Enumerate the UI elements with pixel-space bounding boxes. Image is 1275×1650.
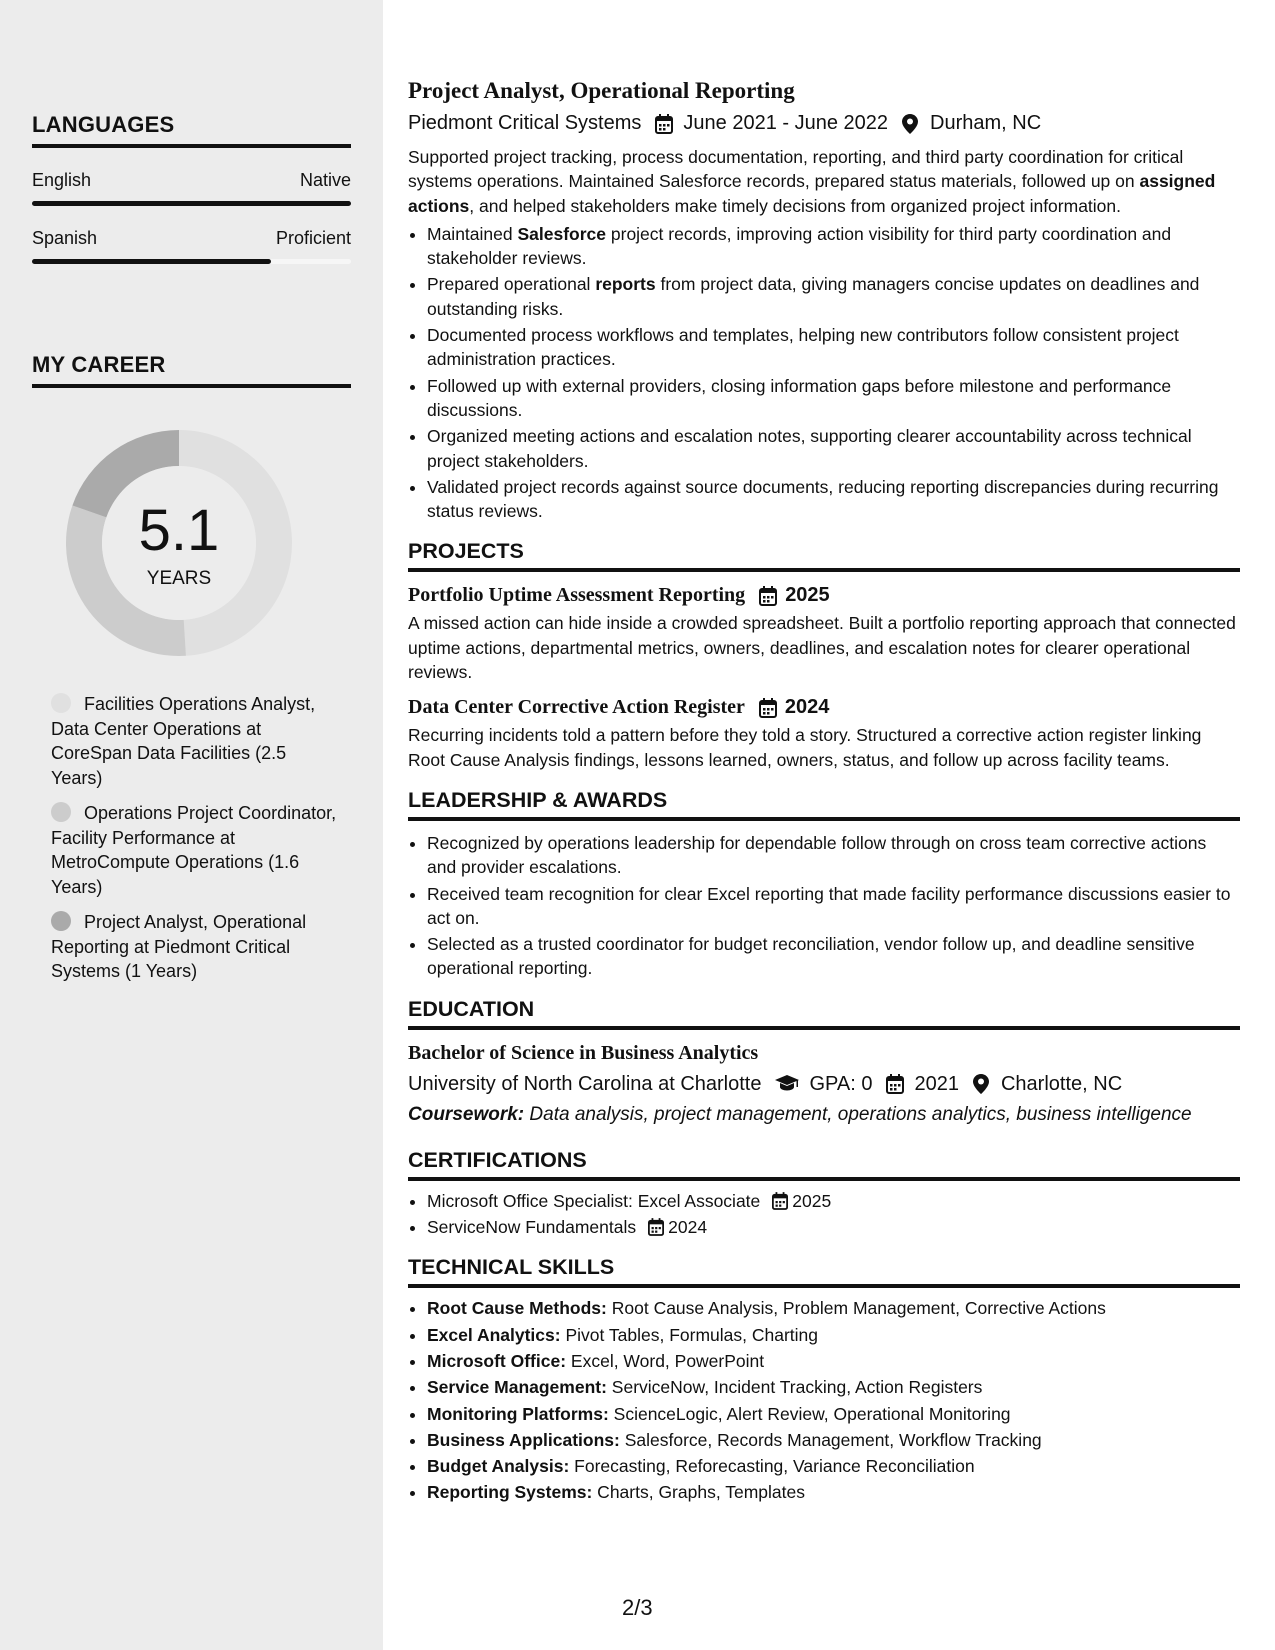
job-bullet: [427, 222, 1240, 271]
projects-heading: PROJECTS: [408, 539, 1240, 572]
skill-value: Forecasting, Reforecasting, Variance Reconciliation: [569, 1456, 975, 1477]
career-legend-item: [51, 910, 341, 984]
leadership-list: [408, 831, 1240, 981]
skill-label: Microsoft Office:: [427, 1350, 567, 1371]
project-year: 2024: [784, 696, 830, 719]
career-heading: MY CAREER: [32, 352, 351, 388]
calendar-icon: [772, 1192, 788, 1210]
skill-value: Pivot Tables, Formulas, Charting: [560, 1324, 819, 1345]
skill-value: ScienceLogic, Alert Review, Operational Monitoring: [608, 1403, 1011, 1424]
project-title: Portfolio Uptime Assessment Reporting: [408, 584, 746, 607]
education-location: Charlotte, NC: [1000, 1072, 1123, 1095]
skill-value: Excel, Word, PowerPoint: [566, 1350, 765, 1371]
skill-label: Service Management:: [427, 1377, 607, 1398]
language-level: Native: [299, 170, 351, 190]
skill-label: Budget Analysis:: [427, 1456, 570, 1477]
project-item: [408, 584, 1240, 684]
career-section: [32, 352, 351, 388]
skill-value: ServiceNow, Incident Tracking, Action Registers: [606, 1377, 983, 1398]
skill-label: Monitoring Platforms:: [427, 1403, 609, 1424]
bullet-text: Prepared operational: [427, 274, 596, 295]
legend-dot: [51, 911, 71, 931]
projects-section: [408, 539, 1240, 771]
education-section: [408, 997, 1240, 1126]
job-summary: [408, 145, 1240, 218]
coursework-label: Coursework:: [408, 1103, 525, 1125]
skill-item: [427, 1296, 1240, 1320]
project-description: Recurring incidents told a pattern before they told a story. Structured a corrective action register linking Root Cause Analysis findings, lessons learned, owners, status, and follow up across facility teams.: [408, 725, 1202, 770]
skill-item: [427, 1402, 1240, 1426]
career-years-total: 5.1: [138, 498, 220, 563]
languages-section: [32, 112, 351, 264]
skill-label: Reporting Systems:: [427, 1482, 593, 1503]
education-degree: Bachelor of Science in Business Analytics: [408, 1041, 759, 1064]
job-bullet: [427, 272, 1240, 321]
certification-year: 2024: [668, 1217, 708, 1238]
job-company: Piedmont Critical Systems: [408, 112, 642, 134]
education-coursework: [408, 1104, 1240, 1126]
bullet-text: Organized meeting actions and escalation notes, supporting clearer accountability across technical project stakeholders.: [427, 426, 1192, 471]
bullet-text: Maintained: [427, 223, 518, 244]
career-legend: [51, 692, 341, 995]
calendar-icon: [886, 1074, 904, 1094]
coursework-text: Data analysis, project management, operations analytics, business intelligence: [524, 1103, 1192, 1125]
project-title: Data Center Corrective Action Register: [408, 696, 745, 719]
career-years-unit: YEARS: [146, 568, 212, 589]
page-number: 2/3: [622, 1595, 653, 1620]
project-description: A missed action can hide inside a crowded spreadsheet. Built a portfolio reporting approach that connected uptime actions, departmental metrics, owners, deadlines, and escalation notes for clearer operational reviews.: [408, 613, 1236, 683]
skill-item: [427, 1428, 1240, 1452]
education-school: University of North Carolina at Charlotte: [408, 1072, 762, 1095]
job-bullet: [427, 475, 1240, 524]
skills-list: [408, 1296, 1240, 1504]
certification-name: • ServiceNow Fundamentals: [427, 1217, 637, 1238]
job-title: Project Analyst, Operational Reporting: [408, 78, 795, 103]
skill-label: Excel Analytics:: [427, 1324, 561, 1345]
bullet-text: Documented process workflows and templates, helping new contributors follow consistent project administration practices.: [427, 325, 1179, 370]
legend-dot: [51, 693, 71, 713]
sidebar: [0, 0, 383, 1650]
language-proficiency-bar: [32, 259, 351, 264]
location-pin-icon: [973, 1074, 991, 1094]
skill-item: [427, 1375, 1240, 1399]
job-bullet: [427, 424, 1240, 473]
bullet-text: from project data, giving managers concise updates on deadlines and outstanding risks.: [427, 274, 1200, 319]
languages-heading: LANGUAGES: [32, 112, 351, 148]
leadership-item: • Selected as a trusted coordinator for budget reconciliation, vendor follow up, and deadline sensitive operational reporting.: [427, 932, 1240, 981]
language-proficiency-fill: [32, 259, 271, 264]
bullet-emphasis: Salesforce: [517, 223, 607, 244]
skills-heading: TECHNICAL SKILLS: [408, 1255, 1240, 1288]
education-gpa: GPA: 0: [809, 1072, 873, 1095]
project-item: [408, 696, 1240, 772]
calendar-icon: [759, 586, 777, 606]
skill-value: Charts, Graphs, Templates: [592, 1482, 805, 1503]
experience-entry: [408, 78, 1240, 523]
skill-value: Root Cause Analysis, Problem Management, Corrective Actions: [606, 1298, 1106, 1319]
skill-item: [427, 1349, 1240, 1373]
job-dates: June 2021 - June 2022: [683, 112, 889, 134]
calendar-icon: [655, 114, 673, 134]
job-bullet: [427, 323, 1240, 372]
certification-year: 2025: [792, 1190, 832, 1211]
language-name: English: [32, 170, 92, 190]
calendar-icon: [759, 698, 777, 718]
project-year: 2025: [785, 584, 830, 607]
language-item: [32, 170, 351, 206]
education-heading: EDUCATION: [408, 997, 1240, 1030]
leadership-item: • Recognized by operations leadership for dependable follow through on cross team corrective actions and provider escalations.: [427, 831, 1240, 880]
career-legend-text: Operations Project Coordinator, Facility Performance at MetroCompute Operations (1.6 Years): [51, 803, 337, 897]
education-year: 2021: [914, 1072, 959, 1095]
location-pin-icon: [902, 114, 920, 134]
skill-label: Root Cause Methods:: [427, 1298, 607, 1319]
skill-label: Business Applications:: [427, 1429, 620, 1450]
main-content: [408, 78, 1240, 1507]
leadership-section: [408, 788, 1240, 981]
language-proficiency-fill: [32, 201, 351, 206]
graduation-cap-icon: [775, 1074, 799, 1094]
certifications-section: [408, 1148, 1240, 1240]
certification-item: [427, 1189, 1240, 1213]
skill-item: [427, 1480, 1240, 1504]
language-name: Spanish: [32, 228, 98, 248]
career-legend-text: Project Analyst, Operational Reporting at Piedmont Critical Systems (1 Years): [51, 912, 307, 981]
job-summary-emphasis: assigned actions: [408, 171, 1216, 216]
bullet-emphasis: reports: [595, 274, 656, 295]
education-meta: [408, 1073, 1240, 1096]
leadership-item: • Received team recognition for clear Excel reporting that made facility performance discussions easier to act on.: [427, 882, 1240, 931]
certifications-list: [408, 1189, 1240, 1240]
language-level: Proficient: [275, 228, 351, 248]
certification-name: • Microsoft Office Specialist: Excel Associate: [427, 1190, 761, 1211]
bullet-text: Validated project records against source documents, reducing reporting discrepancies during recurring status reviews.: [427, 476, 1219, 522]
career-donut-chart: [66, 430, 292, 656]
skill-item: [427, 1454, 1240, 1478]
donut-center: [66, 430, 292, 656]
career-legend-item: [51, 801, 341, 899]
job-summary-text: , and helped stakeholders make timely decisions from organized project information.: [469, 195, 1122, 216]
language-proficiency-bar: [32, 201, 351, 206]
language-item: [32, 228, 351, 264]
leadership-heading: LEADERSHIP & AWARDS: [408, 788, 1240, 821]
career-legend-item: [51, 692, 341, 790]
legend-dot: [51, 802, 71, 822]
job-meta: [408, 112, 1240, 135]
certifications-heading: CERTIFICATIONS: [408, 1148, 1240, 1181]
certification-item: [427, 1215, 1240, 1239]
job-summary-text: Supported project tracking, process documentation, reporting, and third party coordination for critical systems operations. Maintained Salesforce records, prepared status materials, followed up on: [408, 147, 1184, 192]
bullet-text: Followed up with external providers, closing information gaps before milestone and performance discussions.: [427, 375, 1172, 420]
skills-section: [408, 1255, 1240, 1504]
job-location: Durham, NC: [930, 112, 1042, 134]
job-bullets: [408, 222, 1240, 524]
bullet-text: project records, improving action visibility for third party coordination and stakeholder reviews.: [427, 223, 1172, 269]
calendar-icon: [648, 1218, 664, 1236]
skill-value: Salesforce, Records Management, Workflow Tracking: [619, 1429, 1042, 1450]
career-legend-text: Facilities Operations Analyst, Data Center Operations at CoreSpan Data Facilities (2.5 Years): [51, 694, 316, 788]
skill-item: [427, 1323, 1240, 1347]
job-bullet: [427, 374, 1240, 423]
